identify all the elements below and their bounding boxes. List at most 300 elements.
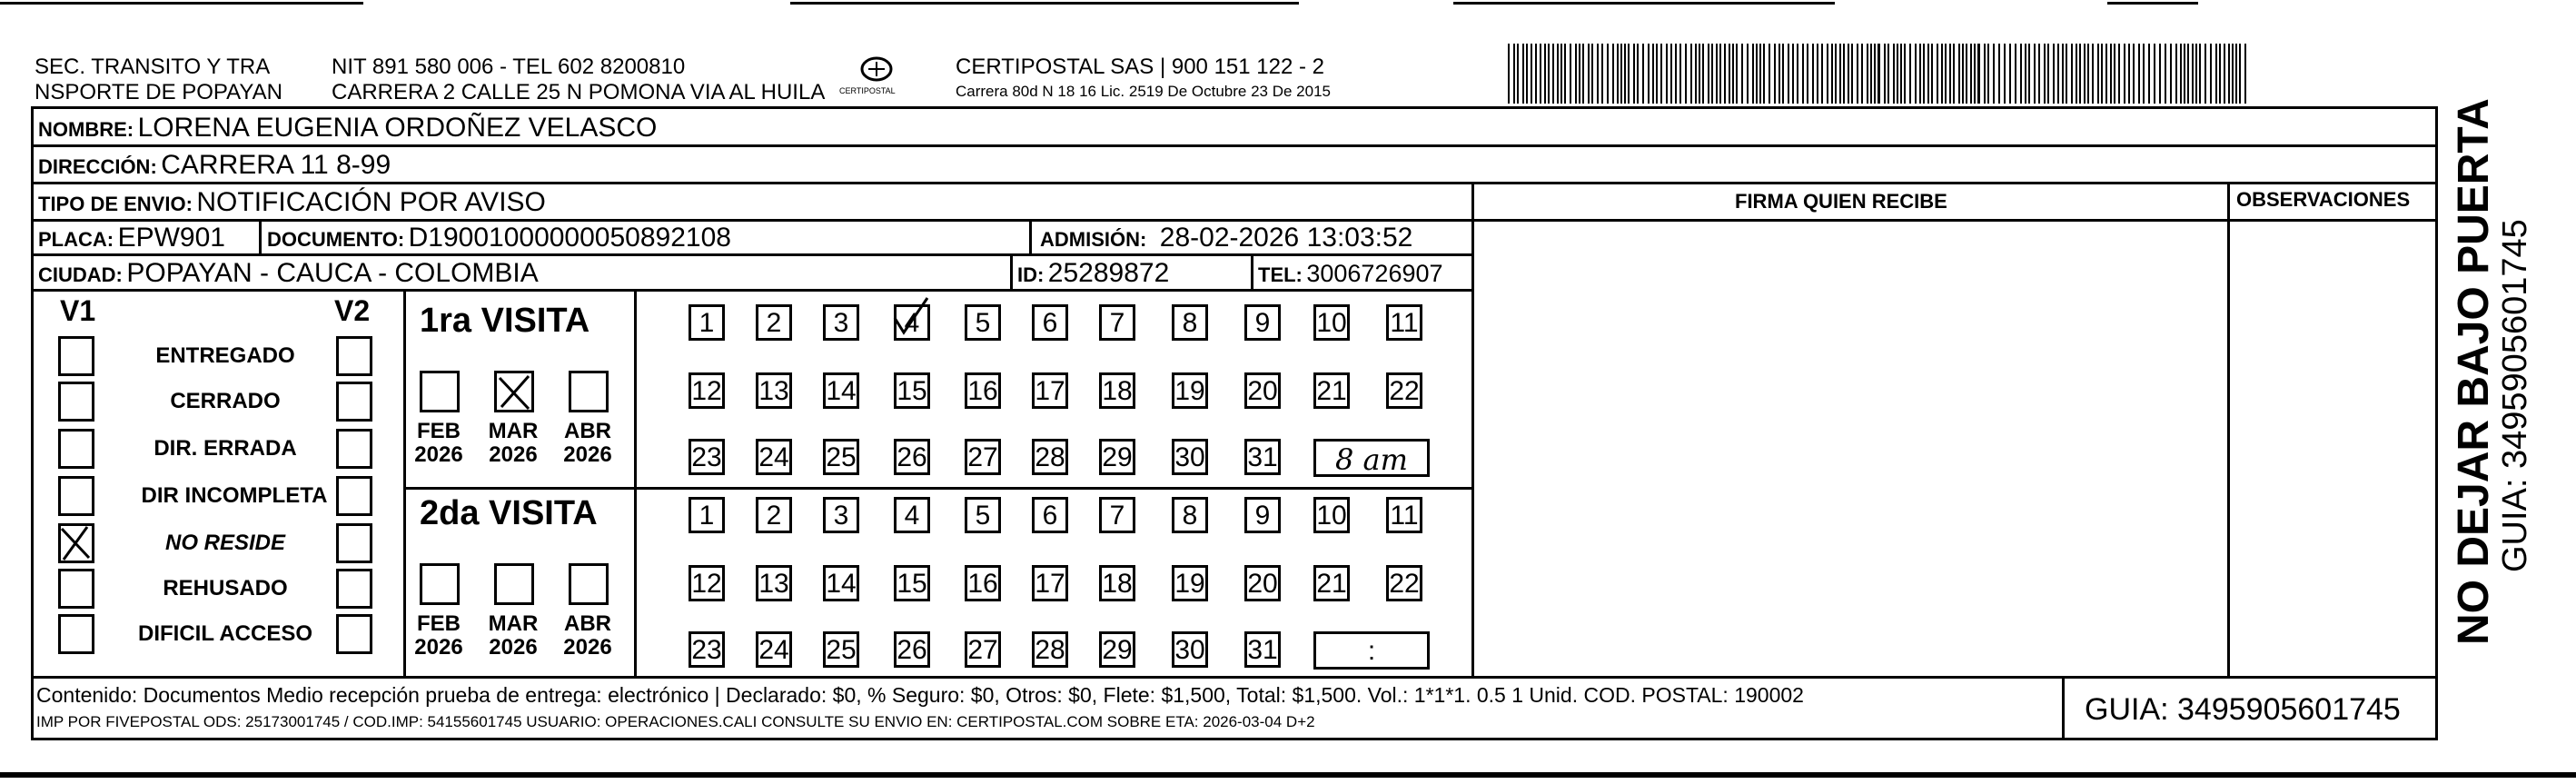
- v1-checkbox[interactable]: [58, 429, 94, 469]
- id-value: 25289872: [1047, 258, 1170, 288]
- footer-guia: GUIA: 3495905601745: [2085, 692, 2401, 727]
- day-checkbox[interactable]: [1032, 304, 1068, 341]
- barcode-bar: [1802, 44, 1804, 104]
- barcode-bar: [2004, 44, 2006, 104]
- month-checkbox[interactable]: [420, 371, 460, 412]
- barcode-bar: [2047, 44, 2049, 104]
- day-checkbox[interactable]: [1032, 497, 1068, 533]
- footer-divider: [31, 676, 2438, 679]
- day-checkbox[interactable]: [1099, 439, 1135, 475]
- barcode-bar: [2148, 44, 2150, 104]
- month-year: 2026: [563, 635, 612, 660]
- day-number: 25: [826, 442, 857, 472]
- address-line: CARRERA 2 CALLE 25 N POMONA VIA AL HUILA: [332, 80, 826, 104]
- day-checkbox[interactable]: [894, 631, 930, 668]
- ciudad-value: POPAYAN - CAUCA - COLOMBIA: [126, 258, 539, 288]
- day-number: 5: [975, 308, 991, 338]
- day-number: 4: [904, 308, 920, 338]
- barcode-bar: [1958, 44, 1960, 104]
- day-checkbox[interactable]: [1244, 565, 1281, 601]
- day-checkbox[interactable]: [689, 304, 725, 341]
- day-checkbox[interactable]: [965, 304, 1001, 341]
- day-checkbox[interactable]: [756, 439, 792, 475]
- barcode-bar: [1652, 44, 1654, 104]
- tel-label: TEL:: [1258, 263, 1303, 286]
- day-checkbox[interactable]: [689, 565, 725, 601]
- month-label: [481, 420, 545, 468]
- day-number: 1: [698, 308, 715, 338]
- barcode-bar: [2009, 44, 2011, 104]
- month-year: 2026: [489, 635, 538, 660]
- day-number: 10: [1316, 308, 1347, 338]
- ciudad-cell: [38, 260, 539, 287]
- bottom-rule: [0, 772, 2576, 778]
- day-number: 7: [1109, 501, 1125, 531]
- barcode-bar: [1552, 44, 1554, 104]
- day-checkbox[interactable]: [1172, 439, 1208, 475]
- row-divider: [31, 144, 2438, 147]
- barcode-bar: [1548, 44, 1550, 104]
- day-checkbox[interactable]: [1244, 631, 1281, 668]
- barcode-bar: [1778, 44, 1780, 104]
- barcode-bar: [1893, 44, 1895, 104]
- day-number: 28: [1035, 635, 1065, 665]
- documento-label: DOCUMENTO:: [267, 228, 405, 251]
- barcode-bar: [1897, 44, 1898, 104]
- barcode-bar: [2235, 44, 2237, 104]
- v1-checkbox[interactable]: [58, 476, 94, 516]
- day-checkbox[interactable]: [1032, 439, 1068, 475]
- day-number: 26: [897, 635, 927, 665]
- cell-divider: [259, 219, 262, 253]
- barcode-bar: [1953, 44, 1955, 104]
- day-checkbox[interactable]: [1313, 565, 1350, 601]
- day-checkbox[interactable]: [1032, 631, 1068, 668]
- day-number: 22: [1389, 569, 1420, 599]
- barcode-bar: [1949, 44, 1951, 104]
- day-checkbox[interactable]: [823, 631, 859, 668]
- day-checkbox[interactable]: [689, 497, 725, 533]
- month-year: 2026: [414, 635, 463, 660]
- day-number: 12: [691, 376, 722, 406]
- day-checkbox[interactable]: [689, 631, 725, 668]
- month-label: [481, 612, 545, 660]
- month-checkbox[interactable]: [494, 371, 534, 412]
- barcode-bar: [1670, 44, 1672, 104]
- day-checkbox[interactable]: [965, 439, 1001, 475]
- top-rule: [1453, 2, 1835, 5]
- day-number: 30: [1174, 442, 1205, 472]
- barcode-bar: [2199, 44, 2201, 104]
- logo-text: CERTIPOSTAL: [839, 86, 896, 95]
- barcode-bar: [1937, 44, 1938, 104]
- day-number: 3: [833, 308, 849, 338]
- barcode-bar: [1699, 44, 1700, 104]
- barcode-bar: [1752, 44, 1754, 104]
- barcode-bar: [1711, 44, 1713, 104]
- day-checkbox[interactable]: [1099, 372, 1135, 409]
- day-number: 4: [904, 501, 920, 531]
- cell-divider: [1029, 219, 1032, 253]
- day-checkbox[interactable]: [894, 304, 930, 341]
- barcode-bar: [2180, 44, 2182, 104]
- v1-checkbox[interactable]: [58, 614, 94, 654]
- barcode-bar: [2184, 44, 2185, 104]
- second-visit-time[interactable]: [1313, 631, 1430, 670]
- day-checkbox[interactable]: [756, 565, 792, 601]
- status-label: CERRADO: [170, 389, 281, 413]
- barcode-bar: [2244, 44, 2246, 104]
- status-label: DIR. ERRADA: [154, 436, 297, 461]
- barcode-bar: [1919, 44, 1921, 104]
- barcode-bar: [2204, 44, 2206, 104]
- day-number: 19: [1174, 376, 1205, 406]
- barcode-bar: [1648, 44, 1650, 104]
- status-label: NO RESIDE: [164, 531, 286, 555]
- barcode-bar: [1984, 44, 1986, 104]
- day-checkbox[interactable]: [965, 631, 1001, 668]
- barcode-bar: [1570, 44, 1571, 104]
- day-number: 1: [698, 501, 715, 531]
- barcode-bar: [1807, 44, 1808, 104]
- barcode-bar: [1620, 44, 1622, 104]
- barcode-bar: [1887, 44, 1889, 104]
- barcode-bar: [1769, 44, 1770, 104]
- barcode-bar: [1540, 44, 1541, 104]
- tipo-value: NOTIFICACIÓN POR AVISO: [196, 187, 546, 217]
- barcode-bar: [1597, 44, 1599, 104]
- status-divider: [403, 289, 406, 676]
- barcode-bar: [1741, 44, 1743, 104]
- barcode-bar: [1848, 44, 1849, 104]
- barcode-bar: [1945, 44, 1947, 104]
- day-checkbox[interactable]: [1244, 304, 1281, 341]
- day-number: 27: [967, 442, 998, 472]
- barcode-bar: [1774, 44, 1776, 104]
- top-rule: [2107, 2, 2198, 5]
- day-number: 22: [1389, 376, 1420, 406]
- barcode-bar: [1612, 44, 1614, 104]
- barcode-bar: [1867, 44, 1868, 104]
- barcode-bar: [1633, 44, 1635, 104]
- day-number: 17: [1035, 569, 1065, 599]
- barcode-bar: [2015, 44, 2016, 104]
- barcode-bar: [1724, 44, 1726, 104]
- barcode-bar: [2228, 44, 2230, 104]
- side-guia: GUIA: 3495905601745: [2496, 219, 2534, 572]
- barcode-bar: [1719, 44, 1721, 104]
- day-checkbox[interactable]: [823, 565, 859, 601]
- barcode-bar: [1732, 44, 1734, 104]
- day-number: 24: [758, 442, 789, 472]
- certipostal-logo: [836, 53, 917, 98]
- day-number: 27: [967, 635, 998, 665]
- month-year: 2026: [414, 442, 463, 468]
- barcode-bar: [1861, 44, 1863, 104]
- day-number: 23: [691, 635, 722, 665]
- barcode-bar: [2165, 44, 2166, 104]
- col-divider: [2227, 182, 2230, 676]
- barcode-bar: [1685, 44, 1687, 104]
- barcode-bar: [2084, 44, 2086, 104]
- barcode-bar: [1575, 44, 1577, 104]
- documento-cell: [267, 224, 731, 252]
- day-checkbox[interactable]: [1172, 565, 1208, 601]
- footer-guia-divider: [2062, 676, 2065, 740]
- day-checkbox[interactable]: [965, 497, 1001, 533]
- barcode-bar: [1821, 44, 1823, 104]
- v1-label: V1: [60, 294, 96, 327]
- barcode-bar: [1763, 44, 1765, 104]
- nombre-value: LORENA EUGENIA ORDOÑEZ VELASCO: [137, 113, 658, 143]
- barcode-bar: [1588, 44, 1590, 104]
- day-checkbox[interactable]: [823, 304, 859, 341]
- status-label: ENTREGADO: [155, 343, 295, 368]
- day-number: 2: [766, 501, 782, 531]
- barcode-bar: [2118, 44, 2120, 104]
- barcode-bar: [1624, 44, 1626, 104]
- barcode-bar: [1851, 44, 1853, 104]
- day-checkbox[interactable]: [1172, 372, 1208, 409]
- check-x-icon: [494, 371, 534, 412]
- day-checkbox[interactable]: [1386, 497, 1422, 533]
- barcode-bar: [2232, 44, 2234, 104]
- day-checkbox[interactable]: [1313, 372, 1350, 409]
- day-number: 9: [1254, 308, 1271, 338]
- imp-line: IMP POR FIVEPOSTAL ODS: 25173001745 / COD.IMP: 54155601745 USUARIO: OPERACIONES.CALI CONSULTE SU ENVIO EN: CERTIPOSTAL.COM SOBRE ETA: 2026-03-04 D+2: [36, 713, 1315, 730]
- barcode-bar: [1747, 44, 1749, 104]
- day-number: 25: [826, 635, 857, 665]
- day-checkbox[interactable]: [756, 372, 792, 409]
- day-number: 31: [1247, 635, 1278, 665]
- day-number: 6: [1042, 501, 1058, 531]
- day-checkbox[interactable]: [1386, 565, 1422, 601]
- barcode-bar: [1927, 44, 1929, 104]
- day-checkbox[interactable]: [894, 565, 930, 601]
- month-name: FEB: [417, 611, 461, 636]
- barcode-bar: [1522, 44, 1524, 104]
- direccion-label: DIRECCIÓN:: [38, 155, 157, 178]
- v2-label: V2: [334, 294, 371, 327]
- barcode-bar: [1628, 44, 1630, 104]
- day-checkbox[interactable]: [1172, 497, 1208, 533]
- barcode-bar: [1878, 44, 1880, 104]
- v1-checkbox[interactable]: [58, 523, 94, 563]
- day-checkbox[interactable]: [1099, 497, 1135, 533]
- visit-divider-v: [634, 289, 637, 676]
- day-checkbox[interactable]: [965, 565, 1001, 601]
- barcode-bar: [2057, 44, 2059, 104]
- month-checkbox[interactable]: [569, 371, 609, 412]
- visit-divider: [403, 487, 1471, 490]
- day-number: 16: [967, 376, 998, 406]
- barcode-bar: [2101, 44, 2103, 104]
- no-dejar-warning: NO DEJAR BAJO PUERTA: [2450, 98, 2498, 645]
- day-number: 11: [1390, 308, 1419, 338]
- barcode-bar: [2143, 44, 2145, 104]
- barcode-bar: [1579, 44, 1580, 104]
- barcode-bar: [1637, 44, 1639, 104]
- v1-checkbox[interactable]: [58, 382, 94, 422]
- day-checkbox[interactable]: [1386, 372, 1422, 409]
- day-checkbox[interactable]: [689, 372, 725, 409]
- tel-value: 3006726907: [1306, 260, 1443, 287]
- day-checkbox[interactable]: [1032, 565, 1068, 601]
- barcode-bar: [2066, 44, 2067, 104]
- day-checkbox[interactable]: [1172, 631, 1208, 668]
- day-checkbox[interactable]: [689, 439, 725, 475]
- day-checkbox[interactable]: [965, 372, 1001, 409]
- day-number: 18: [1102, 376, 1133, 406]
- day-number: 18: [1102, 569, 1133, 599]
- barcode-bar: [1517, 44, 1519, 104]
- month-label: [556, 420, 619, 468]
- month-label: [407, 420, 471, 468]
- barcode-bar: [2219, 44, 2221, 104]
- barcode-bar: [1987, 44, 1989, 104]
- day-checkbox[interactable]: [1386, 304, 1422, 341]
- day-number: 12: [691, 569, 722, 599]
- barcode-bar: [1591, 44, 1593, 104]
- barcode-bar: [1716, 44, 1718, 104]
- barcode-bar: [1974, 44, 1976, 104]
- barcode-bar: [2239, 44, 2241, 104]
- day-checkbox[interactable]: [823, 439, 859, 475]
- barcode-bar: [1931, 44, 1933, 104]
- month-year: 2026: [563, 442, 612, 468]
- barcode-bar: [2025, 44, 2026, 104]
- month-label: [407, 612, 471, 660]
- day-checkbox[interactable]: [823, 497, 859, 533]
- barcode-bar: [2110, 44, 2112, 104]
- sender-line-1: SEC. TRANSITO Y TRA: [35, 55, 271, 79]
- day-checkbox[interactable]: [1099, 631, 1135, 668]
- barcode-bar: [1966, 44, 1967, 104]
- company-line: CERTIPOSTAL SAS | 900 151 122 - 2: [956, 55, 1324, 79]
- tipo-row: [38, 189, 546, 216]
- barcode-bar: [2175, 44, 2177, 104]
- day-checkbox[interactable]: [1313, 497, 1350, 533]
- barcode-bar: [1756, 44, 1758, 104]
- barcode-bar: [1909, 44, 1911, 104]
- barcode-bar: [1900, 44, 1902, 104]
- barcode-bar: [1970, 44, 1972, 104]
- barcode-bar: [1941, 44, 1943, 104]
- barcode: [1508, 44, 2253, 104]
- barcode-bar: [1857, 44, 1858, 104]
- v1-checkbox[interactable]: [58, 336, 94, 376]
- admision-cell: [1040, 224, 1412, 252]
- barcode-bar: [2138, 44, 2140, 104]
- row-divider: [31, 289, 1471, 292]
- barcode-bar: [1642, 44, 1644, 104]
- status-label: DIR INCOMPLETA: [141, 483, 328, 508]
- day-number: 8: [1182, 308, 1198, 338]
- barcode-bar: [1660, 44, 1662, 104]
- row-divider: [31, 219, 1471, 222]
- day-checkbox[interactable]: [894, 497, 930, 533]
- barcode-bar: [1607, 44, 1609, 104]
- month-checkbox[interactable]: [569, 563, 609, 605]
- day-number: 21: [1316, 569, 1347, 599]
- documento-value: D19001000000050892108: [408, 223, 731, 253]
- barcode-bar: [1797, 44, 1798, 104]
- barcode-bar: [2170, 44, 2172, 104]
- day-checkbox[interactable]: [756, 304, 792, 341]
- barcode-bar: [1998, 44, 2000, 104]
- day-checkbox[interactable]: [756, 631, 792, 668]
- day-checkbox[interactable]: [756, 497, 792, 533]
- day-checkbox[interactable]: [1032, 372, 1068, 409]
- barcode-bar: [2187, 44, 2189, 104]
- placa-label: PLACA:: [38, 228, 114, 251]
- month-checkbox[interactable]: [420, 563, 460, 605]
- direccion-value: CARRERA 11 8-99: [161, 150, 391, 180]
- barcode-bar: [2128, 44, 2130, 104]
- day-number: 24: [758, 635, 789, 665]
- day-number: 19: [1174, 569, 1205, 599]
- observaciones-header: OBSERVACIONES: [2236, 188, 2411, 211]
- placa-value: EPW901: [117, 223, 225, 253]
- day-number: 14: [826, 569, 857, 599]
- month-name: ABR: [564, 611, 611, 636]
- day-number: 29: [1102, 442, 1133, 472]
- barcode-bar: [1526, 44, 1528, 104]
- month-name: MAR: [488, 419, 539, 443]
- day-number: 5: [975, 501, 991, 531]
- day-checkbox[interactable]: [823, 372, 859, 409]
- day-checkbox[interactable]: [1244, 372, 1281, 409]
- day-checkbox[interactable]: [894, 372, 930, 409]
- v1-checkbox[interactable]: [58, 569, 94, 609]
- day-checkbox[interactable]: [1244, 497, 1281, 533]
- day-number: 8: [1182, 501, 1198, 531]
- first-visit-title: 1ra VISITA: [420, 302, 590, 340]
- barcode-bar: [2020, 44, 2022, 104]
- day-checkbox[interactable]: [1313, 304, 1350, 341]
- day-number: 11: [1390, 501, 1419, 531]
- day-checkbox[interactable]: [1244, 439, 1281, 475]
- day-checkbox[interactable]: [1172, 304, 1208, 341]
- month-name: FEB: [417, 419, 461, 443]
- barcode-bar: [1702, 44, 1704, 104]
- admision-label: ADMISIÓN:: [1040, 228, 1147, 251]
- day-number: 16: [967, 569, 998, 599]
- tel-cell: [1258, 262, 1443, 286]
- cell-divider: [1251, 253, 1253, 289]
- barcode-bar: [1977, 44, 1980, 104]
- barcode-bar: [1759, 44, 1761, 104]
- first-visit-time[interactable]: [1313, 439, 1430, 477]
- barcode-bar: [1843, 44, 1845, 104]
- barcode-bar: [1831, 44, 1833, 104]
- day-number: 9: [1254, 501, 1271, 531]
- day-checkbox[interactable]: [894, 439, 930, 475]
- nombre-row: [38, 114, 657, 142]
- day-number: 23: [691, 442, 722, 472]
- barcode-bar: [1962, 44, 1964, 104]
- month-checkbox[interactable]: [494, 563, 534, 605]
- top-rule: [0, 2, 363, 5]
- day-checkbox[interactable]: [1099, 304, 1135, 341]
- ciudad-label: CIUDAD:: [38, 263, 123, 286]
- day-number: 20: [1247, 569, 1278, 599]
- day-checkbox[interactable]: [1099, 565, 1135, 601]
- barcode-bar: [1708, 44, 1709, 104]
- top-rule: [790, 2, 1299, 5]
- barcode-bar: [2028, 44, 2030, 104]
- status-label: DIFICIL ACCESO: [137, 621, 312, 646]
